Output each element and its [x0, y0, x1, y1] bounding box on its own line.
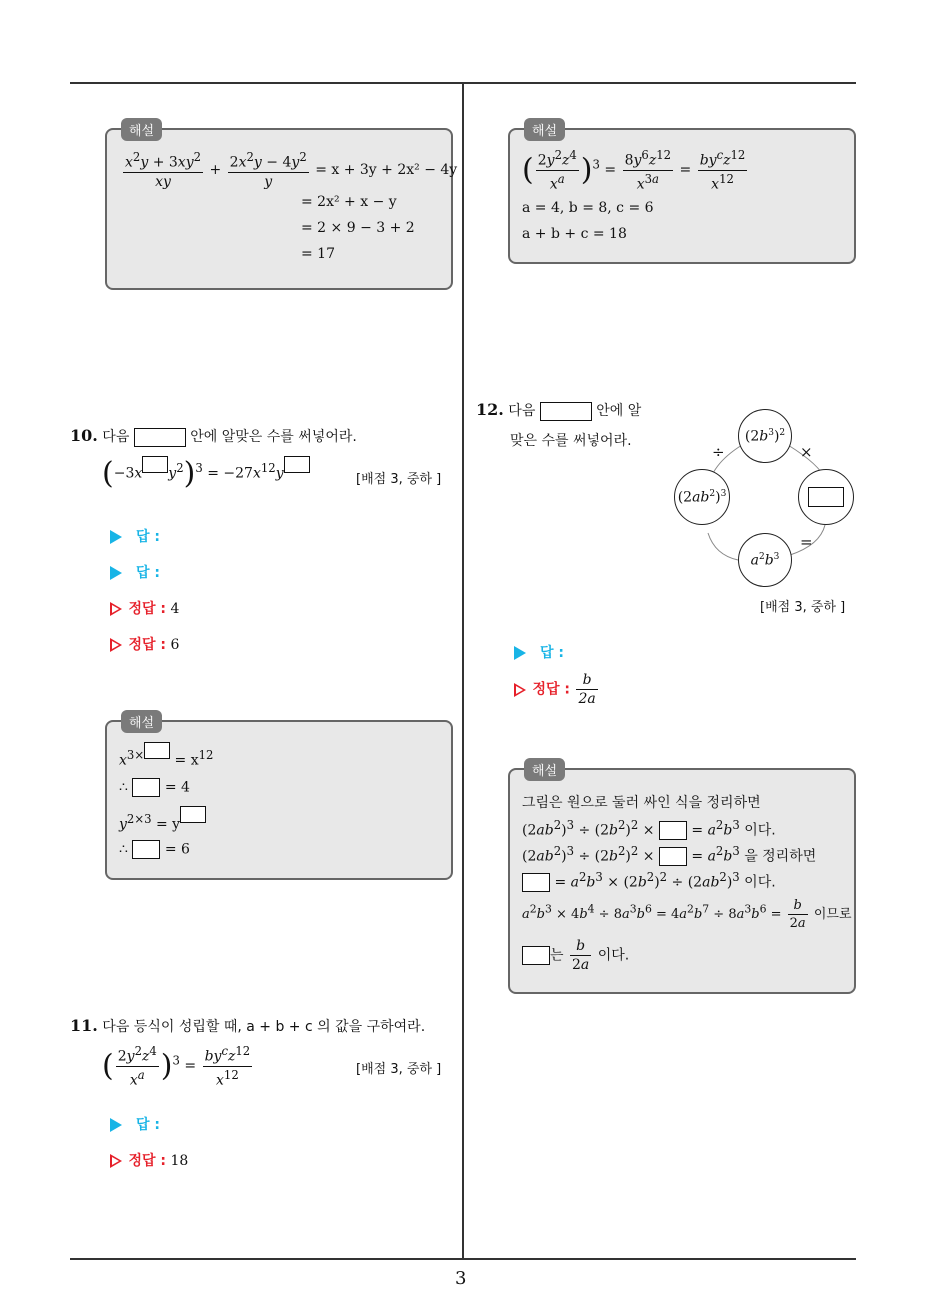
outline-triangle-icon — [110, 1154, 122, 1168]
question-number: 10. — [70, 426, 98, 445]
explain-eq-1: = x + 3y + 2x² − 4y — [315, 161, 458, 178]
explanation-tag: 해설 — [121, 710, 162, 733]
explain-eq-3: = 2 × 9 − 3 + 2 — [301, 220, 415, 236]
explanation-tag: 해설 — [524, 758, 565, 781]
question-11-prompt: 11. 다음 등식이 성립할 때, a + b + c 의 값을 구하여라. — [70, 1016, 426, 1035]
blank-box — [540, 402, 592, 421]
blank-box — [134, 428, 186, 447]
play-icon — [110, 566, 122, 580]
correct-answer-row: 정답 : $\frac{b}{2a}$ — [514, 672, 600, 707]
explain-eq-4: = 17 — [301, 246, 335, 262]
answer-row: 답 : — [514, 642, 564, 662]
outline-triangle-icon — [514, 683, 526, 697]
explanation-box-q10: 해설 $x^{3\times} = x^{12}$ ∴ = 4 $y^{2\times 3} = y$ ∴ = 6 — [105, 720, 453, 880]
question-12-prompt: 12. 다음 안에 알 — [476, 400, 642, 419]
explanation-tag: 해설 — [121, 118, 162, 141]
explanation-tag: 해설 — [524, 118, 565, 141]
column-divider — [462, 84, 464, 1260]
answer-row: 답 : — [110, 526, 160, 546]
explanation-box-q12: 해설 그림은 원으로 둘러 싸인 식을 정리하면 $(2ab^2)^3 \div (2b^2)^2$ × = $a^2b^3$ 이다. $(2ab^2)^3 \div (2b^2)^2$ × = $a^2b^3$ 을 정리하면 = $a^2b^3 \times (2b^2)^2 \div (2ab^2)^3$ 이다. $a^2b^3 \times 4b^4 \div 8a^3b^6 = 4a^2b^7 \div 8a^3b^6$ = $\frac{b}{2a}$ 이므로 는 $\frac{b}{2a}$ 이다. — [508, 768, 856, 994]
score-label: [배점 3, 중하 ] — [356, 1062, 442, 1077]
circle-top: $(2b^3)^2$ — [738, 409, 792, 463]
question-11-equation: ( $\frac{2y^2z^4}{x^a}$ )$^3$ = $\frac{by^cz^{12}}{x^{12}}$ — [102, 1044, 251, 1089]
page-number: 3 — [455, 1268, 467, 1289]
explain-eq-2: = 2x² + x − y — [301, 194, 397, 210]
correct-answer-row: 정답 : 6 — [110, 634, 179, 654]
explain-line-1: $\frac{x^2y + 3xy^2}{xy}$ + $\frac{2x^2y - 4y^2}{y}$ = x + 3y + 2x² − 4y — [125, 150, 458, 190]
correct-answer-row: 정답 : 4 — [110, 598, 179, 618]
correct-answer-row: 정답 : 18 — [110, 1150, 188, 1170]
question-10-equation: (−3x $y^2)^3 = -27x^{12}y$ — [102, 456, 310, 491]
bottom-rule — [70, 1258, 856, 1260]
question-10-prompt: 10. 다음 안에 알맞은 수를 써넣어라. — [70, 426, 357, 445]
score-label: [배점 3, 중하 ] — [760, 600, 846, 615]
outline-triangle-icon — [110, 638, 122, 652]
question-number: 11. — [70, 1016, 98, 1035]
play-icon — [110, 530, 122, 544]
outline-triangle-icon — [110, 602, 122, 616]
answer-row: 답 : — [110, 562, 160, 582]
play-icon — [110, 1118, 122, 1132]
circle-right — [798, 469, 854, 525]
answer-row: 답 : — [110, 1114, 160, 1134]
circle-left: $(2ab^2)^3$ — [674, 469, 730, 525]
circle-bottom: $a^2b^3$ — [738, 533, 792, 587]
play-icon — [514, 646, 526, 660]
explanation-box-top-right: 해설 ( $\frac{2y^2z^4}{x^a}$ )$^3$ = $\frac{8y^6z^{12}}{x^{3a}}$ = $\frac{by^cz^{12}}{x^{12}}$ a = 4, b = 8, c = 6 a + b + c = 18 — [508, 128, 856, 264]
score-label: [배점 3, 중하 ] — [356, 472, 442, 487]
question-number: 12. — [476, 400, 504, 419]
cycle-diagram: $(2b^3)^2$ $(2ab^2)^3$ $a^2b^3$ ÷ × = — [670, 405, 856, 595]
explanation-box-top-left — [105, 124, 458, 290]
